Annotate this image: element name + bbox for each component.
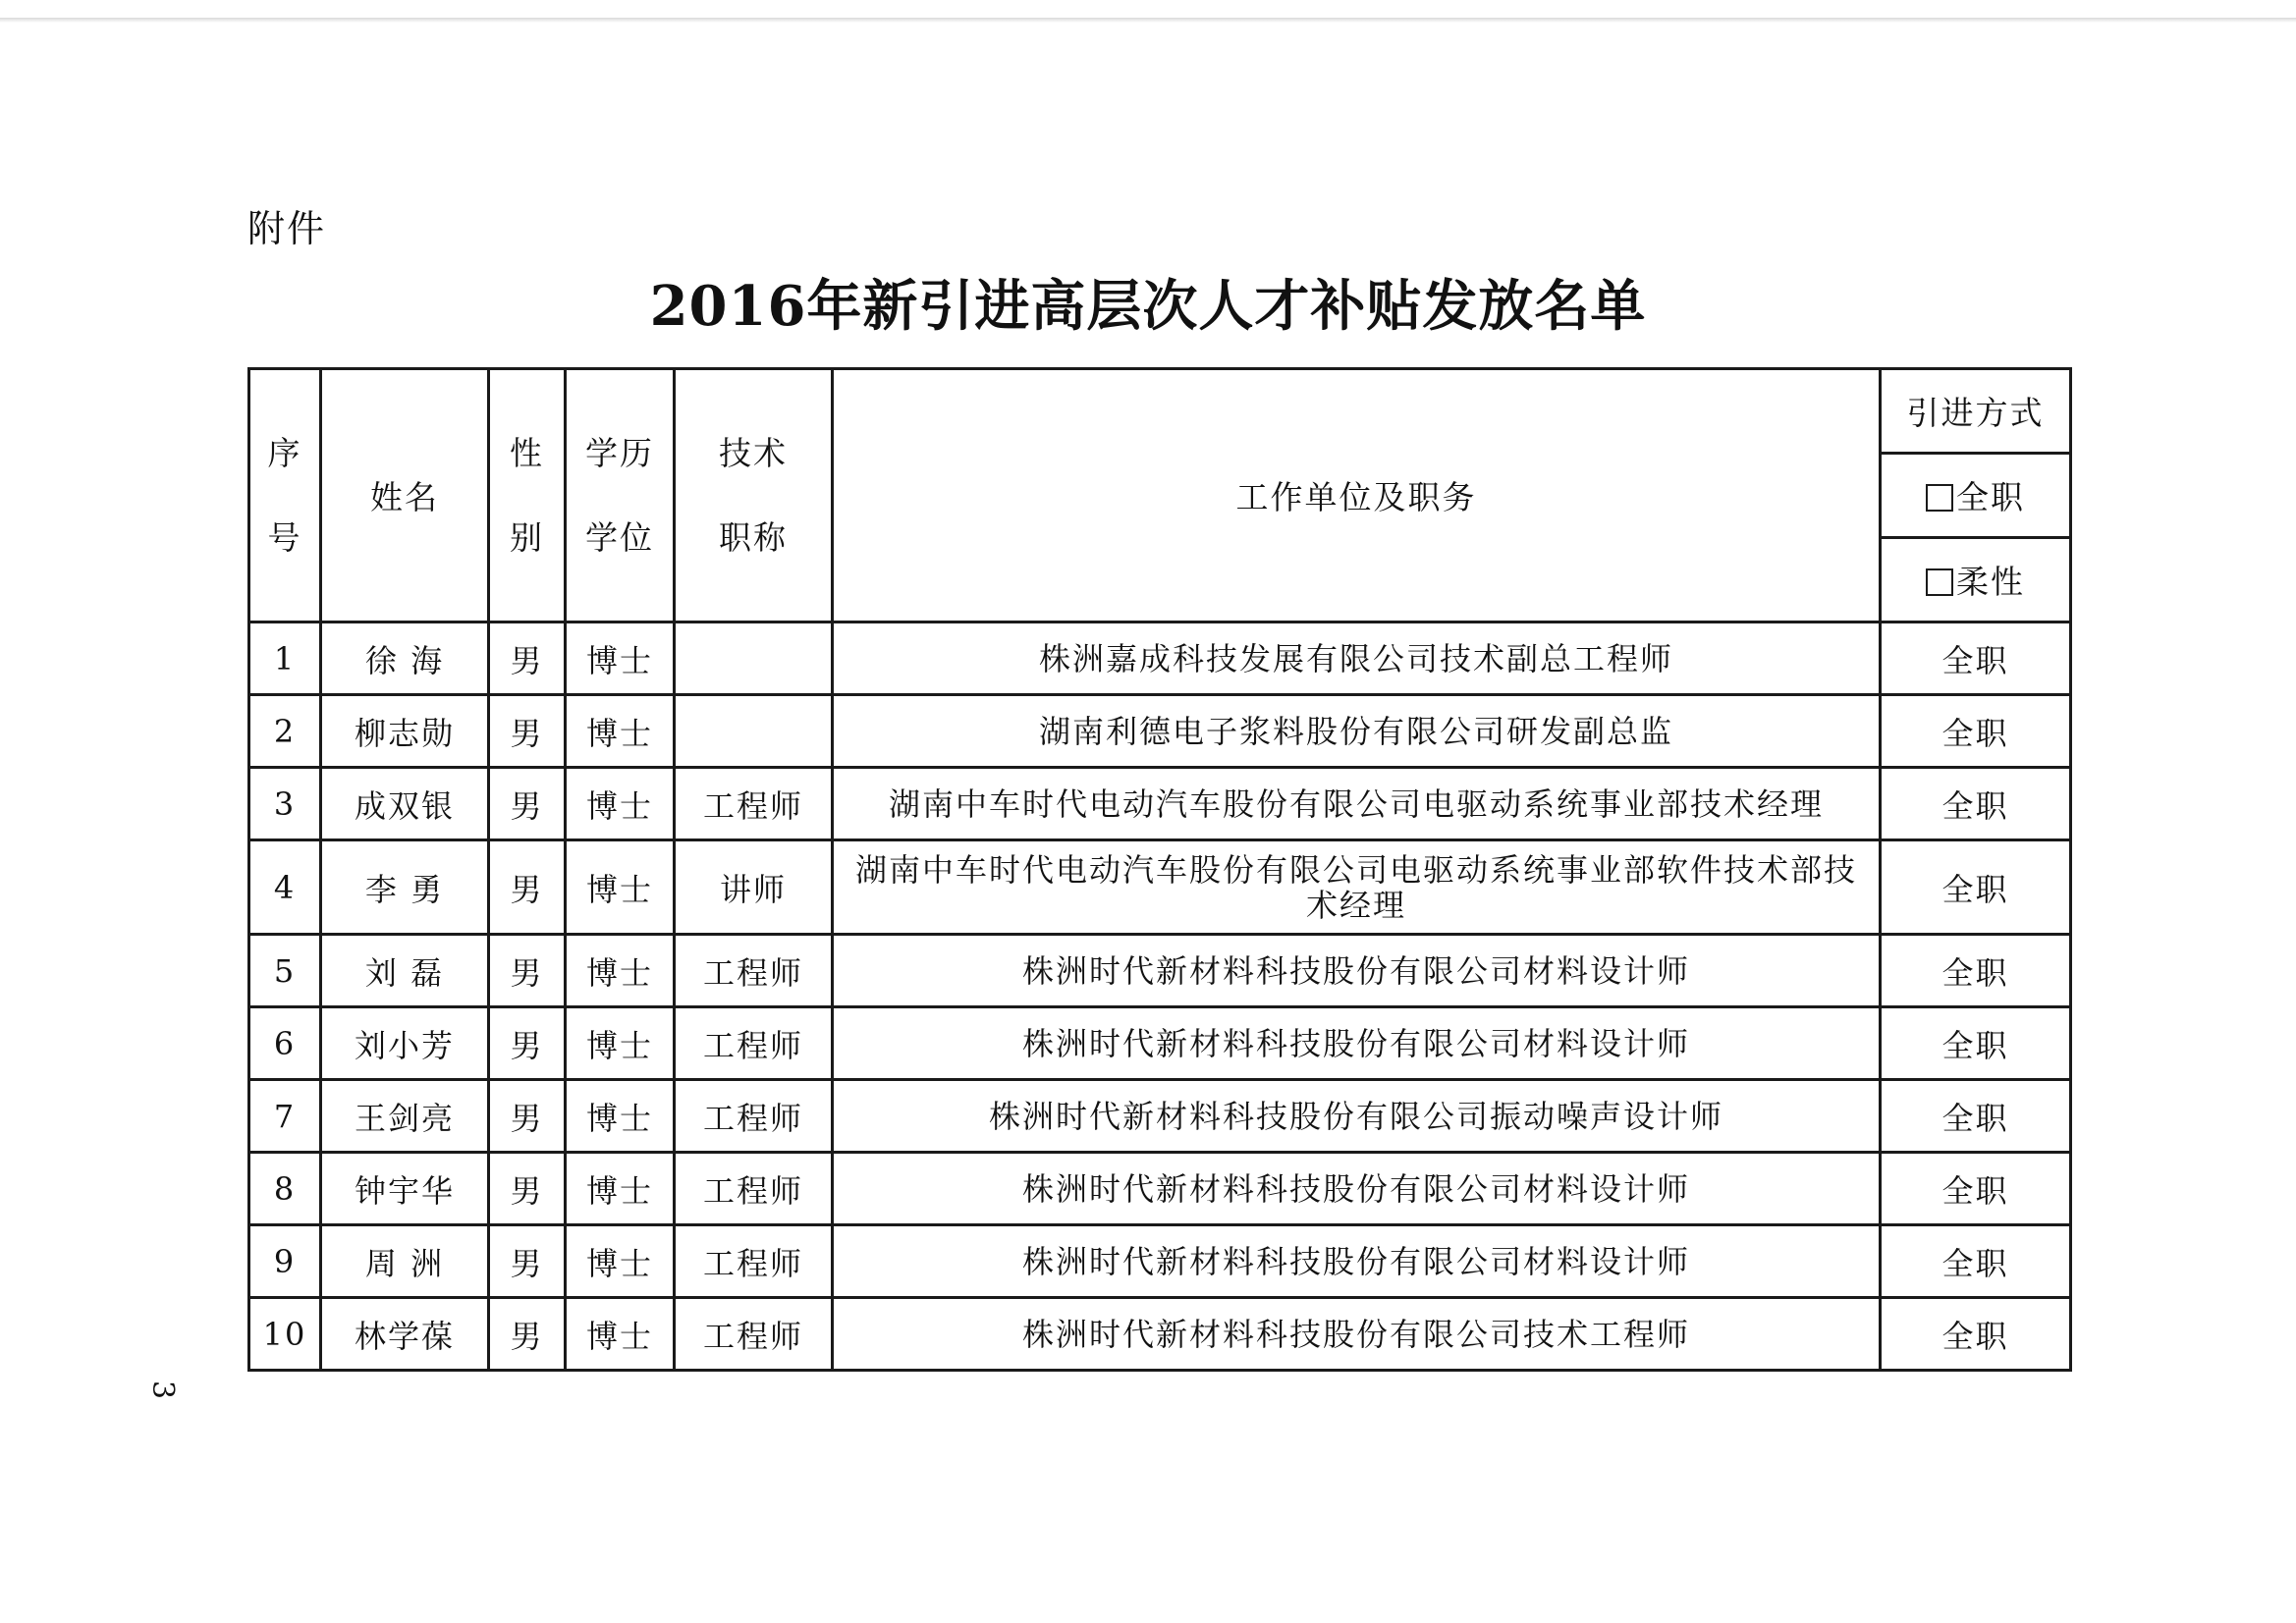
- header-name: 姓名: [321, 369, 489, 622]
- cell-gender: 男: [489, 695, 566, 768]
- header-seq-line2: 号: [267, 517, 302, 557]
- cell-tech-title: [675, 695, 833, 768]
- cell-mode: 全职: [1881, 1225, 2071, 1298]
- cell-gender: 男: [489, 1153, 566, 1225]
- cell-name: 柳志勋: [321, 695, 489, 768]
- table-row: [249, 935, 2071, 1007]
- cell-seq: 2: [249, 695, 321, 768]
- checkbox-flex-icon: [1926, 568, 1953, 596]
- cell-mode: 全职: [1881, 695, 2071, 768]
- cell-mode: 全职: [1881, 1080, 2071, 1153]
- cell-organization: 株洲时代新材料科技股份有限公司技术工程师: [833, 1298, 1881, 1371]
- table-row: [249, 768, 2071, 840]
- cell-organization: 株洲时代新材料科技股份有限公司振动噪声设计师: [833, 1080, 1881, 1153]
- cell-tech-title: 讲师: [675, 840, 833, 935]
- cell-name: 周 洲: [321, 1225, 489, 1298]
- scan-edge: [0, 18, 2296, 23]
- cell-name: 徐 海: [321, 622, 489, 695]
- cell-tech-title: [675, 622, 833, 695]
- table-row: [249, 1298, 2071, 1371]
- page-number: 3: [145, 1380, 181, 1400]
- cell-name: 林学葆: [321, 1298, 489, 1371]
- page-title: 2016年新引进高层次人才补贴发放名单: [649, 274, 1647, 339]
- cell-mode: 全职: [1881, 935, 2071, 1007]
- cell-mode: 全职: [1881, 1298, 2071, 1371]
- table-row: [249, 1007, 2071, 1080]
- header-option-flex: [1881, 538, 2071, 622]
- attachment-label: 附件: [247, 207, 327, 250]
- cell-tech-title: 工程师: [675, 1298, 833, 1371]
- cell-gender: 男: [489, 768, 566, 840]
- cell-mode: 全职: [1881, 840, 2071, 935]
- cell-organization: 株洲嘉成科技发展有限公司技术副总工程师: [833, 622, 1881, 695]
- cell-seq: 4: [249, 840, 321, 935]
- header-gender: [489, 369, 566, 622]
- header-tech-title-line2: 职称: [719, 517, 788, 557]
- table-row: [249, 840, 2071, 935]
- cell-seq: 10: [249, 1298, 321, 1371]
- header-seq: [249, 369, 321, 622]
- table-row: [249, 1080, 2071, 1153]
- cell-gender: 男: [489, 1225, 566, 1298]
- table-row: [249, 1153, 2071, 1225]
- cell-education: 博士: [566, 1225, 675, 1298]
- header-education-line1: 学历: [585, 433, 654, 472]
- cell-tech-title: 工程师: [675, 935, 833, 1007]
- header-gender-line2: 别: [510, 517, 544, 557]
- cell-gender: 男: [489, 1007, 566, 1080]
- header-education: [566, 369, 675, 622]
- cell-seq: 7: [249, 1080, 321, 1153]
- header-gender-line1: 性: [510, 433, 544, 472]
- cell-gender: 男: [489, 1080, 566, 1153]
- cell-mode: 全职: [1881, 1007, 2071, 1080]
- cell-name: 刘 磊: [321, 935, 489, 1007]
- cell-seq: 6: [249, 1007, 321, 1080]
- cell-seq: 5: [249, 935, 321, 1007]
- cell-organization: 株洲时代新材料科技股份有限公司材料设计师: [833, 935, 1881, 1007]
- cell-organization: 湖南利德电子浆料股份有限公司研发副总监: [833, 695, 1881, 768]
- cell-mode: 全职: [1881, 622, 2071, 695]
- cell-education: 博士: [566, 1080, 675, 1153]
- cell-organization: 株洲时代新材料科技股份有限公司材料设计师: [833, 1225, 1881, 1298]
- cell-organization: 株洲时代新材料科技股份有限公司材料设计师: [833, 1153, 1881, 1225]
- header-option-flex-label: 柔性: [1956, 563, 2025, 601]
- cell-seq: 9: [249, 1225, 321, 1298]
- cell-education: 博士: [566, 935, 675, 1007]
- cell-name: 王剑亮: [321, 1080, 489, 1153]
- header-tech-title: [675, 369, 833, 622]
- cell-education: 博士: [566, 622, 675, 695]
- cell-education: 博士: [566, 840, 675, 935]
- cell-tech-title: 工程师: [675, 1007, 833, 1080]
- cell-mode: 全职: [1881, 768, 2071, 840]
- table-row: [249, 695, 2071, 768]
- cell-gender: 男: [489, 1298, 566, 1371]
- table-row: [249, 1225, 2071, 1298]
- cell-tech-title: 工程师: [675, 1225, 833, 1298]
- cell-seq: 3: [249, 768, 321, 840]
- cell-organization: 湖南中车时代电动汽车股份有限公司电驱动系统事业部技术经理: [833, 768, 1881, 840]
- cell-gender: 男: [489, 840, 566, 935]
- cell-name: 李 勇: [321, 840, 489, 935]
- header-intro-mode: 引进方式: [1881, 369, 2071, 454]
- header-seq-line1: 序: [267, 433, 302, 472]
- cell-education: 博士: [566, 1007, 675, 1080]
- cell-education: 博士: [566, 695, 675, 768]
- cell-seq: 8: [249, 1153, 321, 1225]
- cell-education: 博士: [566, 1153, 675, 1225]
- cell-tech-title: 工程师: [675, 1080, 833, 1153]
- cell-mode: 全职: [1881, 1153, 2071, 1225]
- checkbox-full-icon: [1926, 484, 1953, 512]
- cell-education: 博士: [566, 1298, 675, 1371]
- cell-name: 钟宇华: [321, 1153, 489, 1225]
- cell-organization: 湖南中车时代电动汽车股份有限公司电驱动系统事业部软件技术部技术经理: [833, 840, 1881, 935]
- cell-name: 刘小芳: [321, 1007, 489, 1080]
- cell-name: 成双银: [321, 768, 489, 840]
- cell-seq: 1: [249, 622, 321, 695]
- talent-roster-table: [247, 367, 2072, 1372]
- cell-tech-title: 工程师: [675, 1153, 833, 1225]
- cell-education: 博士: [566, 768, 675, 840]
- cell-gender: 男: [489, 622, 566, 695]
- header-tech-title-line1: 技术: [719, 433, 788, 472]
- cell-organization: 株洲时代新材料科技股份有限公司材料设计师: [833, 1007, 1881, 1080]
- header-option-full-label: 全职: [1956, 478, 2025, 516]
- header-organization: 工作单位及职务: [833, 369, 1881, 622]
- table-row: [249, 622, 2071, 695]
- header-option-full: [1881, 454, 2071, 538]
- cell-gender: 男: [489, 935, 566, 1007]
- cell-tech-title: 工程师: [675, 768, 833, 840]
- header-education-line2: 学位: [585, 517, 654, 557]
